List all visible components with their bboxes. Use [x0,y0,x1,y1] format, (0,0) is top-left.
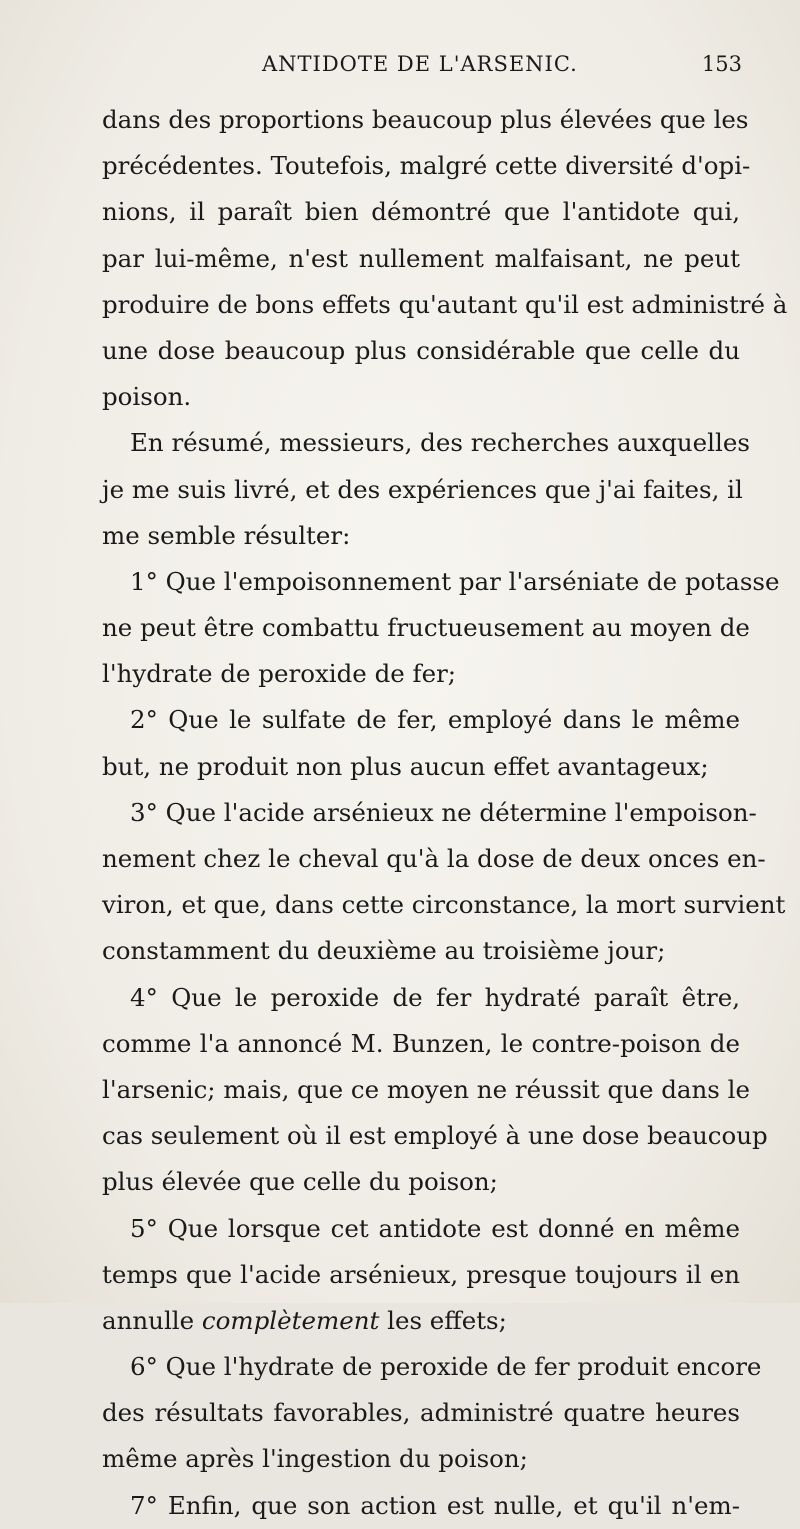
text-line: l'hydrate de peroxide de fer; [102,659,457,689]
text-line: même après l'ingestion du poison; [102,1444,528,1474]
text-line: viron, et que, dans cette circonstance, la mort survient [102,890,786,920]
running-title: ANTIDOTE DE L'ARSENIC. [262,52,578,76]
text-line: nement chez le cheval qu'à la dose de deux onces en- [102,844,766,873]
text-line: je me suis livré, et des expériences que j'ai faites, il [102,474,743,504]
text-line: précédentes. Toutefois, malgré cette diversité d'opi- [102,151,751,181]
text-line: nions, il paraît bien démontré que l'antidote qui, [102,197,740,227]
italic-word: complètement [201,1305,380,1335]
text-line [102,1298,740,1344]
text-line: me semble résulter: [102,520,351,550]
text-line: poison. [102,382,192,412]
text-line: l'arsenic; mais, que ce moyen ne réussit que dans le [102,1074,750,1104]
text-line: 5° Que lorsque cet antidote est donné en même [130,1213,740,1243]
text-line: En résumé, messieurs, des recherches auxquelles [130,428,750,458]
text-line: par lui-même, n'est nullement malfaisant, ne peut [102,243,740,273]
text-line: ne peut être combattu fructueusement au moyen de [102,613,750,643]
text-line: produire de bons effets qu'autant qu'il est administré à [102,289,788,319]
page-header [102,52,742,92]
text-line: 3° Que l'acide arsénieux ne détermine l'empoison- [130,797,757,827]
text-line: 6° Que l'hydrate de peroxide de fer produit encore [130,1352,762,1382]
text-line: temps que l'acide arsénieux, presque toujours il en [102,1259,740,1289]
text-line: comme l'a annoncé M. Bunzen, le contre-poison de [102,1028,740,1058]
text-line: 2° Que le sulfate de fer, employé dans le même [130,705,740,735]
text-segment: annulle [102,1305,202,1335]
text-segment: les effets; [379,1305,507,1335]
text-line: but, ne produit non plus aucun effet avantageux; [102,751,709,781]
text-line: cas seulement où il est employé à une dose beaucoup [102,1121,768,1151]
body-text [102,97,788,1529]
text-line: 1° Que l'empoisonnement par l'arséniate de potasse [130,566,780,596]
text-line: 7° Enfin, que son action est nulle, et qu'il n'em- [130,1490,740,1520]
text-line: constamment du deuxième au troisième jour; [102,936,666,966]
text-line: 4° Que le peroxide de fer hydraté paraît être, [130,982,740,1012]
text-line: des résultats favorables, administré quatre heures [102,1398,740,1428]
text-line: dans des proportions beaucoup plus élevées que les [102,105,749,134]
page-number: 153 [701,52,742,76]
text-line: une dose beaucoup plus considérable que celle du [102,335,740,365]
text-line: plus élevée que celle du poison; [102,1167,498,1197]
